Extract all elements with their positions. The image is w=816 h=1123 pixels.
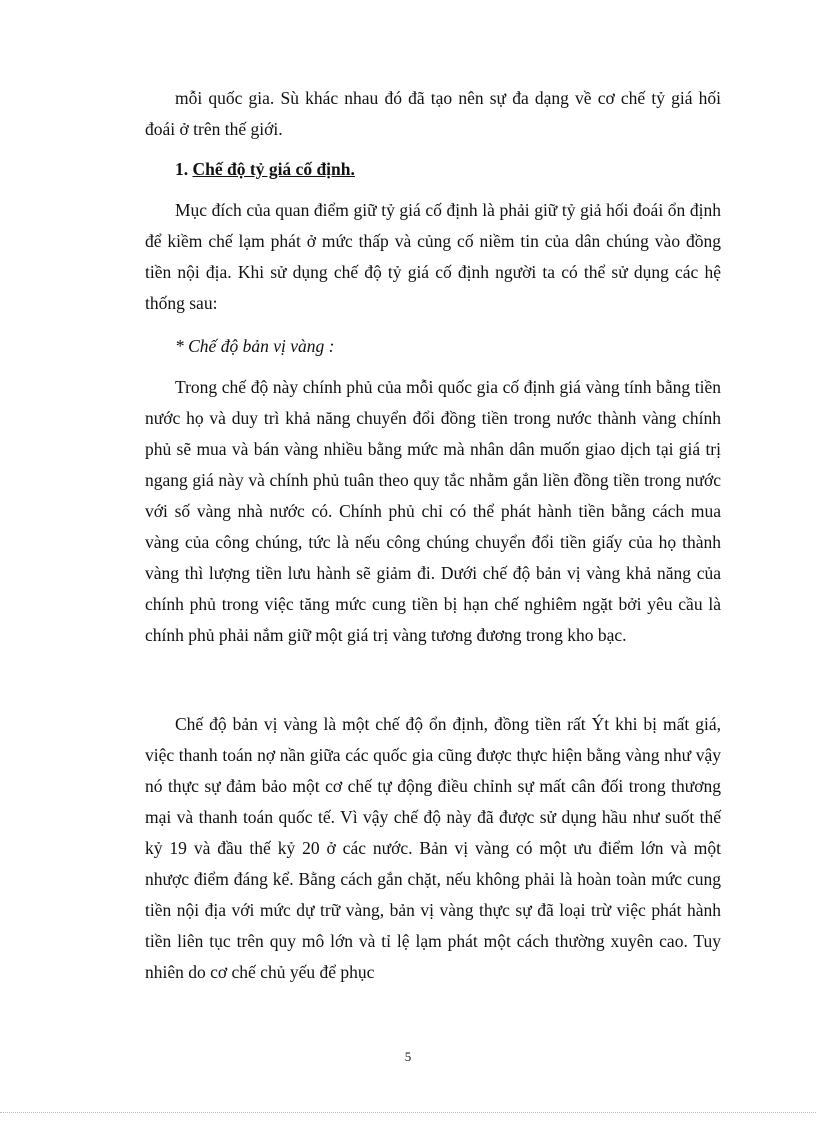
paragraph-gold-standard xyxy=(145,372,721,651)
subheading-text: * Chế độ bản vị vàng : xyxy=(175,336,335,356)
paragraph-text: Mục đích của quan điểm giữ tỷ giá cố định là phải giữ tỷ giả hối đoái ổn định để kiềm chế lạm phát ở mức thấp và củng cố niềm tin của dân chúng vào đồng tiền nội địa. Khi sử dụng chế độ tỷ giá cố định người ta có thể sử dụng các hệ thống sau: xyxy=(145,200,721,313)
paragraph-text: Chế độ bản vị vàng là một chế độ ổn định, đồng tiền rất Ýt khi bị mất giá, việc thanh toán nợ nần giữa các quốc gia cũng được thực hiện bằng vàng như vậy nó thực sự đảm bảo một cơ chế tự động điều chỉnh sự mất cân đối trong thương mại và thanh toán quốc tế. Vì vậy chế độ này đã được sử dụng hầu như suốt thế kỷ 19 và đầu thế kỷ 20 ở các nước. Bản vị vàng có một ưu điểm lớn và một nhược điểm đáng kể. Bằng cách gắn chặt, nếu không phải là hoàn toàn mức cung tiền nội địa với mức dự trữ vàng, bản vị vàng thực sự đã loại trừ việc phát hành tiền liên tục trên quy mô lớn và tỉ lệ lạm phát một cách thường xuyên cao. Tuy nhiên do cơ chế chủ yếu để phục xyxy=(145,714,721,982)
paragraph-continuation xyxy=(145,83,721,145)
page-bottom-divider xyxy=(0,1112,816,1113)
section-heading xyxy=(145,154,721,185)
page-number: 5 xyxy=(404,1049,412,1064)
heading-title: Chế độ tỷ giá cố định. xyxy=(192,159,355,179)
paragraph-purpose xyxy=(145,195,721,319)
paragraph-text: mỗi quốc gia. Sù khác nhau đó đã tạo nên sự đa dạng về cơ chế tỷ giá hối đoái ở trên thế giới. xyxy=(145,88,721,139)
subheading-gold-standard xyxy=(145,331,721,362)
paragraph-text: Trong chế độ này chính phủ của mỗi quốc gia cố định giá vàng tính bằng tiền nước họ và duy trì khả năng chuyển đổi đồng tiền trong nước thành vàng chính phủ sẽ mua và bán vàng nhiều bằng mức mà nhân dân muốn giao dịch tại giá trị ngang giá này và chính phủ tuân theo quy tắc nhằm gắn liền đồng tiền trong nước với số vàng nhà nước có. Chính phủ chỉ có thể phát hành tiền bằng cách mua vàng của công chúng, tức là nếu công chúng chuyển đổi tiền giấy của họ thành vàng thì lượng tiền lưu hành sẽ giảm đi. Dưới chế độ bản vị vàng khả năng của chính phủ trong việc tăng mức cung tiền bị hạn chế nghiêm ngặt bởi yêu cầu là chính phủ phải nắm giữ một giá trị vàng tương đương trong kho bạc. xyxy=(145,377,721,645)
paragraph-gold-evaluation xyxy=(145,709,721,988)
heading-number: 1. xyxy=(175,159,189,179)
